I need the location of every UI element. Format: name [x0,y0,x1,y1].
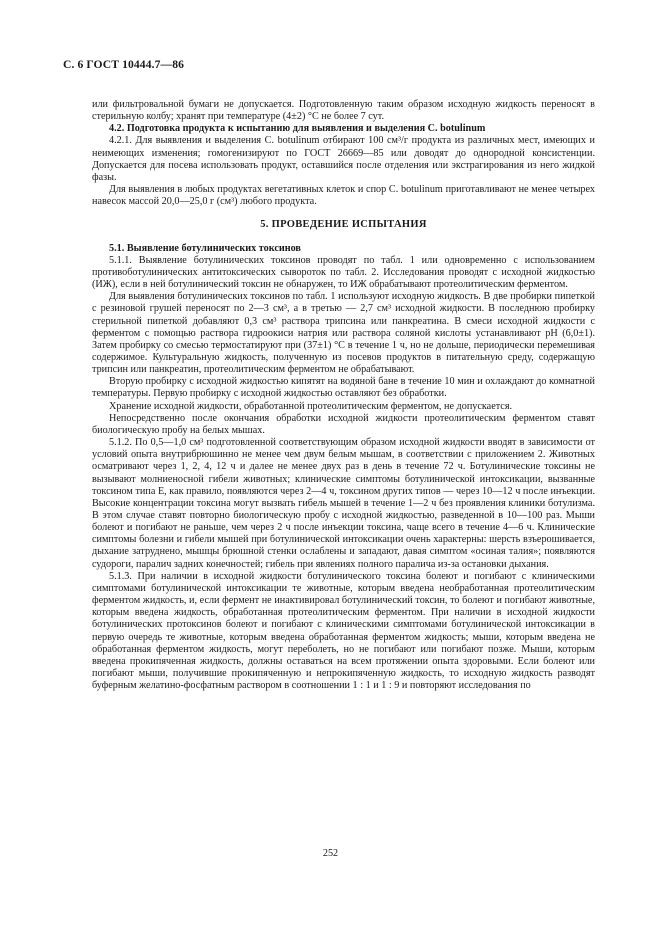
paragraph-5-1-2: 5.1.2. По 0,5—1,0 см³ подготовленной соответствующим образом исходной жидкости вводят в зависимости от условий опыта внутрибрюшинно не менее чем двум белым мышам, в соответствии с приложением 2. Животных осматривают через 1, 2, 4, 12 ч и далее не менее двух раз в день в течение 72 ч. Ботулинические токсины не вызывают молниеносной гибели животных; клинические симптомы ботулинической интоксикации, вызванные токсином типа Е, как правило, появляются через 2—4 ч, токсином других типов — через 10—12 ч после инъекции. Высокие концентрации токсина могут вызвать гибель мышей в течение 1—2 ч без проявления клиники ботулизма. В этом случае ставят повторно биологическую пробу с исходной жидкостью, разведенной в 10—100 раз. Мыши болеют и погибают не раньше, чем через 2 ч после инъекции токсина, чаще всего в течение 4—6 ч. Клинические симптомы болезни и гибели мышей при ботулинической интоксикации очень характерны: шерсть взъерошивается, дыхание затруднено, мышцы брюшной стенки ослаблены и западают, давая симптом «осиная талия»; появляются судороги, паралич задних конечностей; гибель при явлениях полного паралича из-за остановки дыхания. [92,437,595,570]
paragraph-4-2-1-b: Для выявления в любых продуктах вегетативных клеток и спор С. botulinum приготавливают не менее четырех навесок массой 20,0—25,0 г (см³) любого продукта. [92,184,595,208]
section-heading-4-2: 4.2. Подготовка продукта к испытанию для выявления и выделения С. botulinum [109,123,486,135]
paragraph-5-1-1-d: Хранение исходной жидкости, обработанной протеолитическим ферментом, не допускается. [109,400,513,412]
paragraph-4-2-1: 4.2.1. Для выявления и выделения С. botulinum отбирают 100 см³/г продукта из различных мест, имеющих и неимеющих изменения; гомогенизируют по ГОСТ 26669—85 или доводят до однородной консистенции. Допускается для посева использовать продукт, оставшийся после отделения или экстрагирования из него жидкой фазы. [92,135,595,183]
paragraph-5-1-1-b: Для выявления ботулинических токсинов по табл. 1 используют исходную жидкость. В две пробирки пипеткой с резиновой грушей переносят по 2—3 см³, а в третью — 2,7 см³ исходной жидкости. В последнюю пробирку стерильной пипеткой добавляют 0,3 см³ раствора трипсина или панкреатина. В смеси исходной жидкости с ферментом с помощью раствора гидроокиси натрия или раствора соляной кислоты устанавливают рН (6,0±1). Затем пробирку со смесью термостатируют при (37±1) °С в течение 1 ч, но не дольше, периодически перемешивая содержимое. Культуральную жидкость, полученную из посевов продуктов в питательную среду, содержащую трипсин или панкреатин, протеолитическим ферментом не обрабатывают. [92,291,595,376]
body-text [92,99,595,692]
paragraph-5-1-3: 5.1.3. При наличии в исходной жидкости ботулинического токсина болеют и погибают с клиническими симптомами ботулинической интоксикации те животные, которым введена необработанная протеолитическим ферментом жидкость, и, если фермент не инактивировал ботулинический токсин, то болеют и погибают животные, которым введена жидкость, обработанная протеолитическим ферментом. При наличии в исходной жидкости ботулинических протоксинов болеют и погибают с клиническими симптомами ботулинической интоксикации в первую очередь те животные, которым введена обработанная ферментом жидкость; мыши, которым введена не обработанная ферментом жидкость, могут переболеть, но не погибают или погибают позже. Мыши, которым введена прокипяченная жидкость, должны оставаться на всем протяжении опыта здоровыми. Если болеют или погибают мыши, получившие прокипяченную и непрокипяченную жидкость, то исходную жидкость разводят буферным желатино-фосфатным раствором в соотношении 1 : 1 и 1 : 9 и повторяют исследования по [92,570,595,692]
paragraph-continuation: или фильтровальной бумаги не допускается. Подготовленную таким образом исходную жидкость переносят в стерильную колбу; хранят при температуре (4±2) °С не более 7 сут. [92,99,595,123]
section-heading-5: 5. ПРОВЕДЕНИЕ ИСПЫТАНИЯ [260,219,427,231]
section-heading-5-1: 5.1. Выявление ботулинических токсинов [109,242,301,254]
paragraph-5-1-1-c: Вторую пробирку с исходной жидкостью кипятят на водяной бане в течение 10 мин и охлаждают до комнатной температуры. Первую пробирку с исходной жидкостью оставляют без обработки. [92,376,595,400]
running-header: С. 6 ГОСТ 10444.7—86 [63,58,184,71]
page-number: 252 [322,848,339,859]
paragraph-5-1-1-e: Непосредственно после окончания обработки исходной жидкости протеолитическим ферментом ставят биологическую пробу на белых мышах. [92,412,595,436]
paragraph-5-1-1-a: 5.1.1. Выявление ботулинических токсинов проводят по табл. 1 или одновременно с использованием противоботулинических антитоксических сывороток по табл. 2. Исследования проводят с исходной жидкостью (ИЖ), если в ней ботулинический токсин не обнаружен, то ИЖ обрабатывают протеолитическим ферментом. [92,254,595,291]
